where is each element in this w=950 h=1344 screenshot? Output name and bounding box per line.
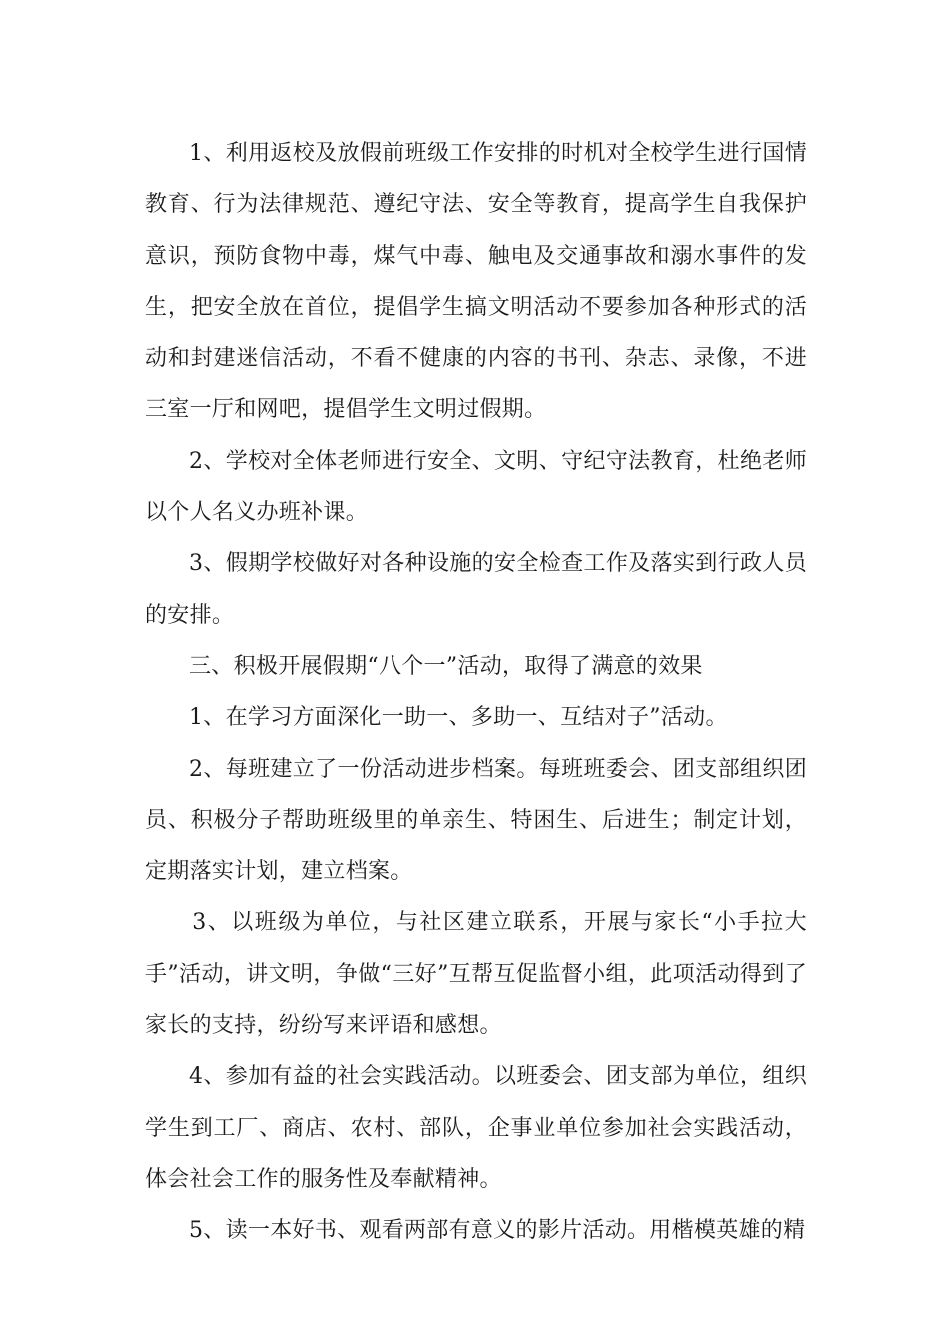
paragraph-community-link: 3、以班级为单位，与社区建立联系，开展与家长“小手拉大手”活动，讲文明，争做“三好”互帮互促监督小组，此项活动得到了家长的支持，纷纷写来评语和感想。 — [145, 910, 807, 1039]
paragraph-reading-films: 5、读一本好书、观看两部有意义的影片活动。用楷模英雄的精 — [189, 1218, 806, 1244]
paragraph-study-pairing: 1、在学习方面深化一助一、多助一、互结对子”活动。 — [189, 705, 728, 731]
paragraph-safety-education: 1、利用返校及放假前班级工作安排的时机对全校学生进行国情教育、行为法律规范、遵纪守法、安全等教育，提高学生自我保护意识，预防食物中毒，煤气中毒、触电及交通事故和溺水事件的发生，把安全放在首位，提倡学生搞文明活动不要参加各种形式的活动和封建迷信活动，不看不健康的内容的书刊、杂志、录像，不进三室一厅和网吧，提倡学生文明过假期。 — [145, 141, 807, 423]
paragraph-teacher-education: 2、学校对全体老师进行安全、文明、守纪守法教育，杜绝老师以个人名义办班补课。 — [145, 448, 807, 526]
section-heading-eight-activities: 三、积极开展假期“八个一”活动，取得了满意的效果 — [189, 653, 703, 679]
paragraph-progress-archive: 2、每班建立了一份活动进步档案。每班班委会、团支部组织团员、积极分子帮助班级里的单亲生、特困生、后进生；制定计划，定期落实计划，建立档案。 — [145, 756, 807, 885]
document-body — [145, 128, 807, 1257]
paragraph-social-practice: 4、参加有益的社会实践活动。以班委会、团支部为单位，组织学生到工厂、商店、农村、部队，企事业单位参加社会实践活动，体会社会工作的服务性及奉献精神。 — [145, 1064, 807, 1192]
paragraph-facility-inspection: 3、假期学校做好对各种设施的安全检查工作及落实到行政人员的安排。 — [145, 551, 807, 628]
